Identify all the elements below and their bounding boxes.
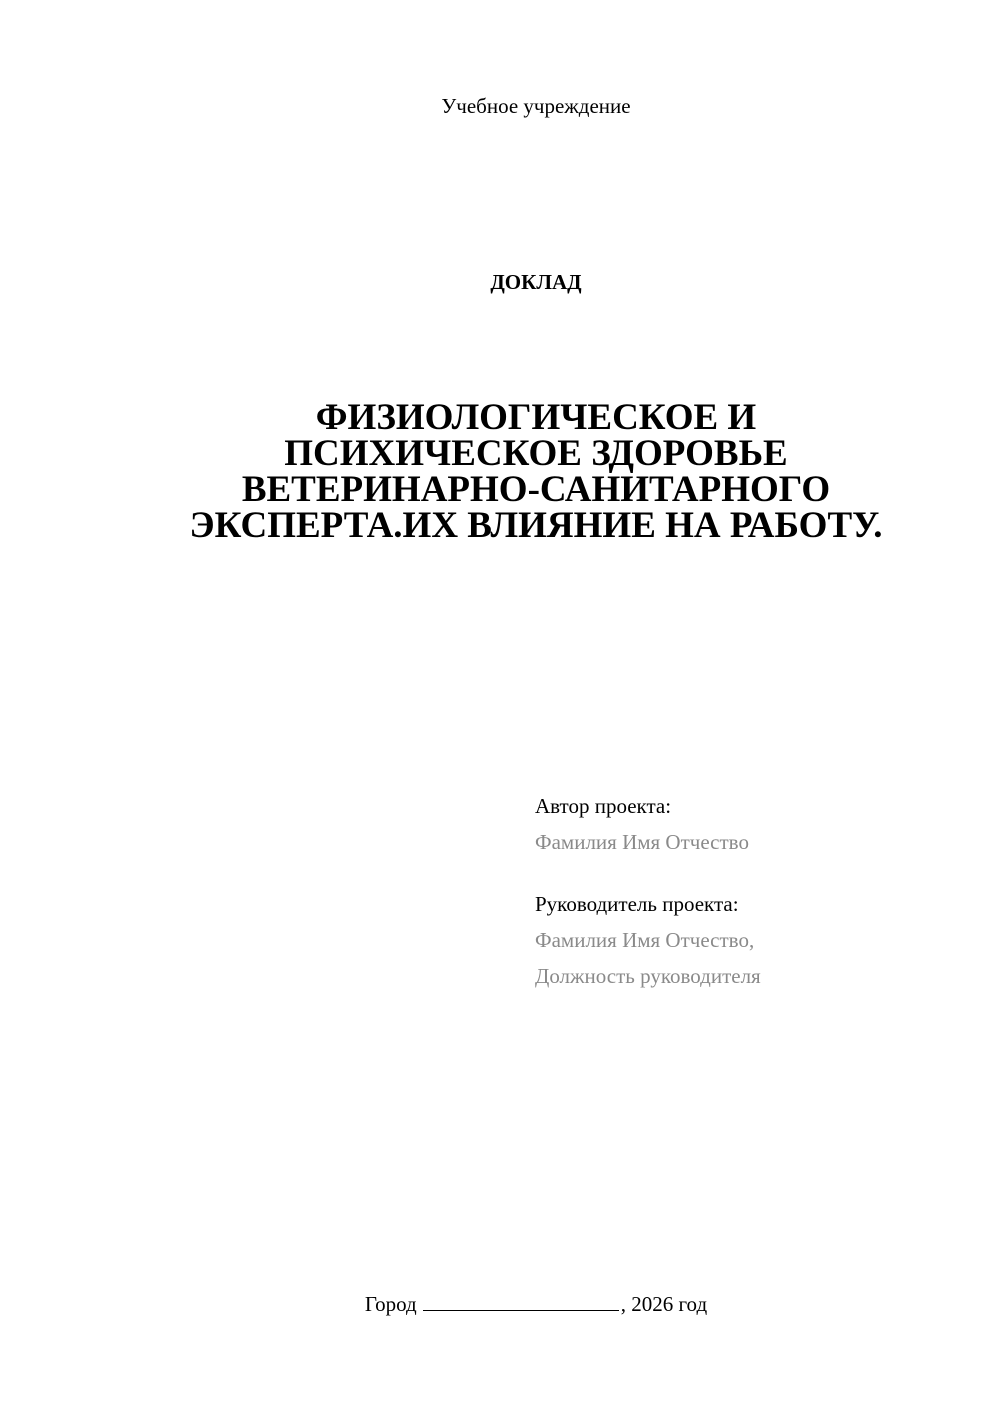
city-blank xyxy=(423,1290,619,1311)
city-label: Город xyxy=(364,1292,417,1316)
supervisor-name: Фамилия Имя Отчество, xyxy=(535,928,755,952)
title-line: ПСИХИЧЕСКОЕ ЗДОРОВЬЕ xyxy=(284,433,788,474)
institution-name: Учебное учреждение xyxy=(441,94,631,118)
authors-block xyxy=(535,788,975,994)
author-name: Фамилия Имя Отчество xyxy=(535,830,749,854)
supervisor-label: Руководитель проекта: xyxy=(535,892,739,916)
city-year-line xyxy=(0,1290,1000,1318)
spacer xyxy=(535,860,975,886)
year-text: , 2026 год xyxy=(620,1292,708,1316)
author-label: Автор проекта: xyxy=(535,794,672,818)
title-line: ЭКСПЕРТА.ИХ ВЛИЯНИЕ НА РАБОТУ. xyxy=(189,505,883,546)
title-line: ВЕТЕРИНАРНО-САНИТАРНОГО xyxy=(241,469,831,510)
supervisor-position: Должность руководителя xyxy=(535,964,761,988)
title-line: ФИЗИОЛОГИЧЕСКОЕ И xyxy=(315,397,757,438)
document-type: ДОКЛАД xyxy=(490,270,582,294)
report-title xyxy=(120,397,952,546)
